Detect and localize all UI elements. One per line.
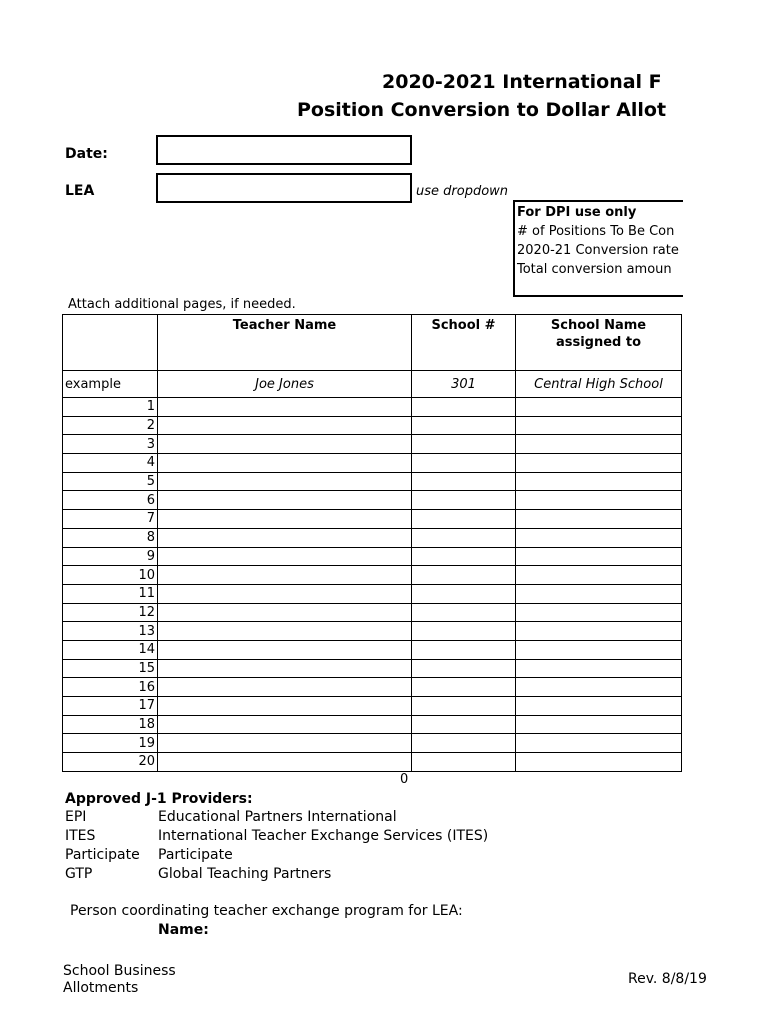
school-number-cell[interactable] <box>412 734 516 753</box>
table-row <box>63 622 682 641</box>
table-row <box>63 697 682 716</box>
school-name-cell[interactable] <box>516 491 682 510</box>
teacher-name-cell[interactable] <box>158 697 412 716</box>
header-teacher-name: Teacher Name <box>158 315 412 371</box>
provider-code: Participate <box>65 847 140 863</box>
school-name-cell[interactable] <box>516 416 682 435</box>
school-number-cell[interactable] <box>412 659 516 678</box>
provider-item <box>65 808 488 827</box>
school-name-cell[interactable] <box>516 472 682 491</box>
school-number-cell[interactable] <box>412 398 516 417</box>
footer-left-line2: Allotments <box>63 980 139 996</box>
table-row <box>63 640 682 659</box>
teacher-name-cell[interactable] <box>158 528 412 547</box>
teacher-name-cell[interactable] <box>158 398 412 417</box>
school-name-cell[interactable] <box>516 715 682 734</box>
school-number-cell[interactable] <box>412 528 516 547</box>
example-school-name: Central High School <box>516 371 682 398</box>
table-row <box>63 491 682 510</box>
example-row <box>63 371 682 398</box>
school-number-cell[interactable] <box>412 510 516 529</box>
row-number: 3 <box>63 435 158 454</box>
coordinator-name-label: Name: <box>158 922 209 938</box>
row-number: 2 <box>63 416 158 435</box>
dpi-use-box <box>513 200 683 297</box>
page-title-line2: Position Conversion to Dollar Allot <box>297 99 667 121</box>
school-name-cell[interactable] <box>516 398 682 417</box>
page-title-line1: 2020-2021 International F <box>382 71 662 93</box>
date-label: Date: <box>65 146 108 162</box>
school-name-cell[interactable] <box>516 753 682 772</box>
table-row <box>63 547 682 566</box>
header-number <box>63 315 158 371</box>
row-number: 7 <box>63 510 158 529</box>
row-number: 1 <box>63 398 158 417</box>
teacher-name-cell[interactable] <box>158 416 412 435</box>
date-field[interactable] <box>156 135 412 165</box>
row-number: 4 <box>63 454 158 473</box>
school-number-cell[interactable] <box>412 491 516 510</box>
provider-name: International Teacher Exchange Services (ITES) <box>158 828 489 844</box>
school-name-cell[interactable] <box>516 528 682 547</box>
teacher-name-cell[interactable] <box>158 603 412 622</box>
provider-name: Participate <box>158 847 233 863</box>
table-row <box>63 510 682 529</box>
school-number-cell[interactable] <box>412 472 516 491</box>
row-number: 17 <box>63 697 158 716</box>
provider-code: EPI <box>65 809 87 825</box>
teacher-name-cell[interactable] <box>158 715 412 734</box>
row-number: 13 <box>63 622 158 641</box>
total-count: 0 <box>400 772 409 787</box>
school-number-cell[interactable] <box>412 622 516 641</box>
teacher-name-cell[interactable] <box>158 584 412 603</box>
attach-note: Attach additional pages, if needed. <box>68 297 296 312</box>
teacher-table <box>62 314 682 772</box>
footer-left <box>63 963 176 997</box>
table-row <box>63 528 682 547</box>
school-name-cell[interactable] <box>516 584 682 603</box>
school-name-cell[interactable] <box>516 622 682 641</box>
school-number-cell[interactable] <box>412 697 516 716</box>
table-row <box>63 678 682 697</box>
table-header-row <box>63 315 682 371</box>
school-name-cell[interactable] <box>516 510 682 529</box>
school-number-cell[interactable] <box>412 753 516 772</box>
provider-item <box>65 865 488 884</box>
lea-hint: use dropdown <box>416 184 509 199</box>
school-name-cell[interactable] <box>516 659 682 678</box>
school-name-cell[interactable] <box>516 435 682 454</box>
school-name-cell[interactable] <box>516 678 682 697</box>
table-row <box>63 715 682 734</box>
example-teacher-name: Joe Jones <box>158 371 412 398</box>
row-number: 15 <box>63 659 158 678</box>
table-row <box>63 435 682 454</box>
teacher-name-cell[interactable] <box>158 622 412 641</box>
table-row <box>63 472 682 491</box>
teacher-name-cell[interactable] <box>158 640 412 659</box>
header-school-number: School # <box>412 315 516 371</box>
provider-name: Global Teaching Partners <box>158 866 332 882</box>
table-row <box>63 398 682 417</box>
example-school-number: 301 <box>412 371 516 398</box>
table-row <box>63 566 682 585</box>
provider-item <box>65 827 488 846</box>
dpi-positions-label: # of Positions To Be Con <box>517 224 675 239</box>
table-row <box>63 603 682 622</box>
lea-label: LEA <box>65 183 95 199</box>
row-number: 9 <box>63 547 158 566</box>
school-number-cell[interactable] <box>412 435 516 454</box>
row-number: 11 <box>63 584 158 603</box>
providers-list <box>65 808 488 884</box>
school-number-cell[interactable] <box>412 603 516 622</box>
school-number-cell[interactable] <box>412 454 516 473</box>
provider-code: ITES <box>65 828 96 844</box>
teacher-name-cell[interactable] <box>158 753 412 772</box>
provider-item <box>65 846 488 865</box>
school-name-cell[interactable] <box>516 603 682 622</box>
table-row <box>63 734 682 753</box>
table-row <box>63 454 682 473</box>
school-name-cell[interactable] <box>516 640 682 659</box>
teacher-name-cell[interactable] <box>158 566 412 585</box>
school-number-cell[interactable] <box>412 640 516 659</box>
row-number: 14 <box>63 640 158 659</box>
row-number: 12 <box>63 603 158 622</box>
example-label: example <box>63 371 158 398</box>
provider-code: GTP <box>65 866 93 882</box>
revision-date: Rev. 8/8/19 <box>628 971 707 987</box>
providers-heading: Approved J-1 Providers: <box>65 791 253 807</box>
teacher-name-cell[interactable] <box>158 472 412 491</box>
row-number: 18 <box>63 715 158 734</box>
row-number: 6 <box>63 491 158 510</box>
teacher-name-cell[interactable] <box>158 678 412 697</box>
coordinator-label: Person coordinating teacher exchange program for LEA: <box>70 903 463 919</box>
school-name-cell[interactable] <box>516 734 682 753</box>
row-number: 19 <box>63 734 158 753</box>
table-row <box>63 584 682 603</box>
provider-name: Educational Partners International <box>158 809 397 825</box>
teacher-name-cell[interactable] <box>158 547 412 566</box>
dpi-total-amount-label: Total conversion amoun <box>517 262 672 277</box>
school-name-cell[interactable] <box>516 454 682 473</box>
table-row <box>63 753 682 772</box>
teacher-name-cell[interactable] <box>158 454 412 473</box>
table-row <box>63 659 682 678</box>
row-number: 10 <box>63 566 158 585</box>
teacher-name-cell[interactable] <box>158 659 412 678</box>
school-name-cell[interactable] <box>516 547 682 566</box>
row-number: 16 <box>63 678 158 697</box>
school-number-cell[interactable] <box>412 715 516 734</box>
teacher-name-cell[interactable] <box>158 510 412 529</box>
school-number-cell[interactable] <box>412 584 516 603</box>
row-number: 20 <box>63 753 158 772</box>
school-number-cell[interactable] <box>412 566 516 585</box>
dpi-heading: For DPI use only <box>517 205 637 220</box>
row-number: 8 <box>63 528 158 547</box>
lea-dropdown[interactable] <box>156 173 412 203</box>
table-row <box>63 416 682 435</box>
school-number-cell[interactable] <box>412 547 516 566</box>
header-school-name: School Name assigned to <box>516 315 682 371</box>
teacher-name-cell[interactable] <box>158 734 412 753</box>
teacher-name-cell[interactable] <box>158 491 412 510</box>
teacher-name-cell[interactable] <box>158 435 412 454</box>
footer-left-line1: School Business <box>63 963 176 979</box>
school-number-cell[interactable] <box>412 416 516 435</box>
school-name-cell[interactable] <box>516 697 682 716</box>
school-name-cell[interactable] <box>516 566 682 585</box>
dpi-conversion-rate-label: 2020-21 Conversion rate <box>517 243 679 258</box>
school-number-cell[interactable] <box>412 678 516 697</box>
row-number: 5 <box>63 472 158 491</box>
